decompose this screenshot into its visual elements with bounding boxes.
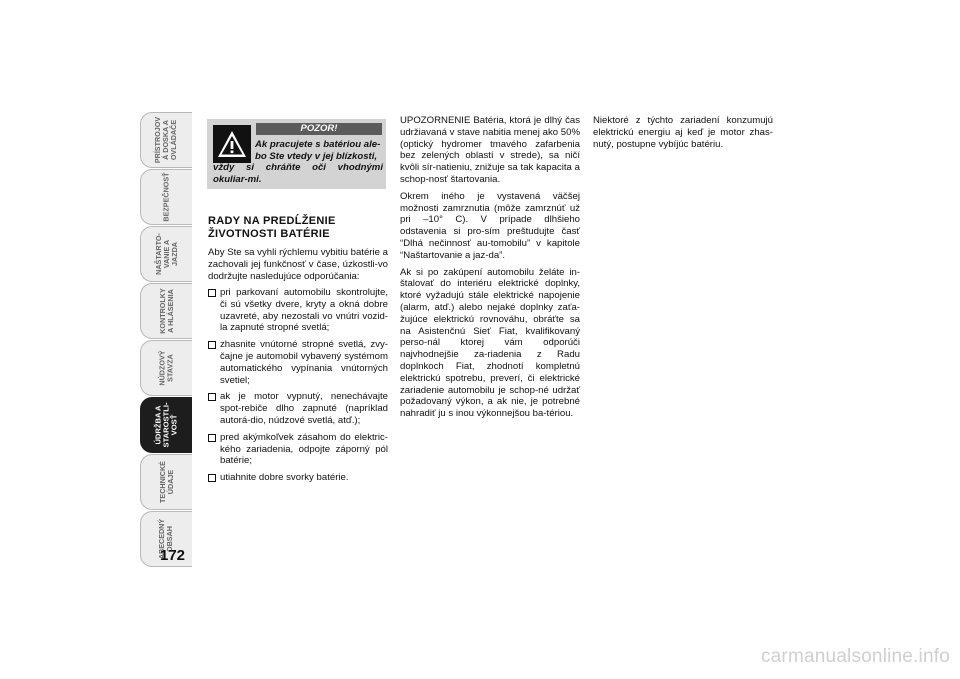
list-item-text: pri parkovaní automobilu skontrolujte, či sú všetky dvere, kryty a okná dobre uzavreté, aby nezostali vo vnútri vozid-la zapnuté stropné svetlá; [220,287,388,334]
tab-nudzovy-stav[interactable] [140,340,192,396]
list-item-text: utiahnite dobre svorky batérie. [220,472,349,484]
column-2 [400,115,580,425]
warning-text-line1: Ak pracujete s batériou ale- [255,139,381,150]
tab-kontrolky[interactable] [140,283,192,339]
tab-label: ÚDRŽBA A STAROSTLI- VOSŤ [153,402,179,448]
column-3 [593,115,773,155]
tab-udrzba-active[interactable] [140,397,192,453]
paragraph: Ak si po zakúpení automobilu želáte in-štalovať do interiéru elektrické doplnky, ktoré vyžadujú stále elektrické napojenie (alarm, atď.) alebo nejaké doplnky zaťa-žujúce elektrickú rovnováhu, obráťte sa na Asistenčnú Sieť Fiat, kvalifikovaný perso-nál ktorej vám odporúči najvhodnejšie za-riadenia z Radu doplnkoch Fiat, zhodnotí kompletnú elektrickú spotrebu, preverí, či elektrické zariadenie automobilu je schop-né udržať požadovaný výkon, a ak nie, je potrebné nahradiť ju s inou výkonnejšou ba-tériou. [400,266,580,420]
warning-text-rest: vždy si chráňte oči vhodnými okuliar-mi. [213,162,383,186]
tab-label: KONTROLKY A HLÁSENIA [157,288,175,334]
tab-label: PRÍSTROJOV Á DOSKA A OVLÁDAČE [153,116,179,164]
list-item-text: pred akýmkoľvek zásahom do elektric-kého zariadenia, odpojte záporný pól batérie; [220,431,388,467]
paragraph: Okrem iného je vystavená väčšej možnosti zamrznutia (môže zamrznúť už pri –10° C). V prípade dlhšieho odstavenia si pro-sím preštudujte časť “Dlhá nečinnosť au-tomobilu” v kapitole “Naštartovanie a jaz-da”. [400,190,580,261]
section-heading: RADY NA PREDĹŽENIE ŽIVOTNOSTI BATÉRIE [208,215,336,240]
tab-label: BEZPEČNOSŤ [161,172,171,222]
tab-label: NÚDZOVÝ STAVZA [157,350,175,386]
warning-box [207,119,386,189]
checkbox-bullet-icon [208,474,216,482]
list-item [208,287,388,334]
checkbox-bullet-icon [208,341,216,349]
paragraph: Niektoré z týchto zariadení konzumujú elektrickú energiu aj keď je motor zhas-nutý, postupne vybíjúc batériu. [593,115,773,150]
checkbox-bullet-icon [208,289,216,297]
warning-text-line2: bo Ste vtedy v jej blízkosti, [255,150,378,162]
list-item-text: ak je motor vypnutý, nenechávajte spot-rebiče dlho zapnuté (napríklad autorá-dio, núdzové svetlá, atď.); [220,391,388,426]
page-number: 172 [160,547,186,564]
tab-label: ABECEDNÝ OBSAH [157,518,175,560]
intro-paragraph: Aby Ste sa vyhli rýchlemu vybitiu batérie a zachovali jej funkčnosť v čase, úzkostli-vo dodržujte nasledujúce odporúčania: [208,247,388,282]
checkbox-bullet-icon [208,434,216,442]
list-item-text: zhasnite vnútorné stropné svetlá, zvy-čajne je automobil vybavený systémom automatického vypínania vnútorných svetiel; [220,339,388,386]
tab-bezpecnost[interactable] [140,169,192,225]
tab-nastartovanie[interactable] [140,226,192,282]
paragraph: UPOZORNENIE Batéria, ktorá je dlhý čas udržiavaná v stave nabitia menej ako 50% (optický hydromer tmavého zafarbenia bez zelených oblastí v strede), sa ničí kvôli sír-natieniu, znižuje sa tak kapacita a schop-nosť štartovania. [400,115,580,185]
tab-label: NAŠTARTO- VANIE A JAZDA [153,233,179,275]
checkbox-bullet-icon [208,393,216,401]
watermark: carmanualsonline.info [760,646,950,667]
list-item [208,472,388,484]
warning-title: POZOR! [256,123,382,135]
list-item [208,339,388,386]
advice-list [208,287,388,489]
list-item [208,391,388,426]
tab-label: TECHNICKÉ ÚDAJE [157,461,175,503]
tab-technicke-udaje[interactable] [140,454,192,510]
warning-text [213,139,383,186]
tab-pristrojova-doska[interactable] [140,112,192,168]
list-item [208,432,388,467]
